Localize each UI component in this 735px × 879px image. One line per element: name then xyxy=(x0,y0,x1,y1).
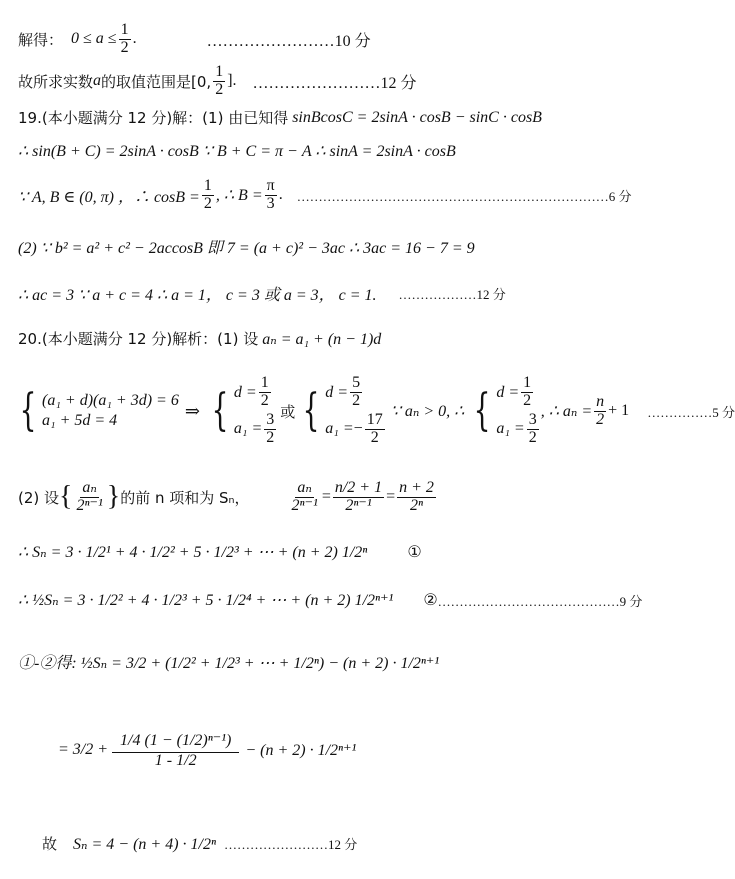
fraction: $\frac{n}{2}$ xyxy=(596,392,605,428)
text: 解得： xyxy=(18,30,64,49)
system-equations xyxy=(42,392,179,430)
equation: (a₁ + d)(a₁ + 3d) = 6 xyxy=(42,392,179,409)
math: ①-②得: ½Sₙ = 3/2 + (1/2² + 1/2³ + ⋯ + 1/2ⁿ) − (n + 2) · 1/2ⁿ⁺¹ xyxy=(18,655,440,672)
q19-heading xyxy=(18,107,542,128)
score-dots: ………………12 分 xyxy=(398,287,506,302)
score-dots: ……………………………………9 分 xyxy=(437,593,643,609)
fraction: $\frac{n/2 + 1}{\text{2ⁿ⁻¹}}$ xyxy=(334,479,383,514)
math: Sₙ = 4 − (n + 4) · 1/2ⁿ xyxy=(73,835,217,853)
line-range-result xyxy=(18,64,417,99)
score-dots: ……………………10 分 xyxy=(206,32,371,50)
math: + 1 xyxy=(608,402,630,419)
marker: ② xyxy=(423,592,438,609)
math: ∴ Sₙ = 3 · 1/2¹ + 4 · 1/2² + 5 · 1/2³ + ⋯ + (n + 2) 1/2ⁿ xyxy=(18,544,368,561)
q20-system xyxy=(14,368,735,454)
equation: a₁ + 5d = 4 xyxy=(42,412,118,429)
q19-line5 xyxy=(18,282,506,305)
fraction: $\frac{\text{aₙ}}{\text{2ⁿ⁻¹}}$ xyxy=(76,479,103,514)
math: , ∴ B = xyxy=(215,187,263,205)
score-dots: ………………………………………………………………6 分 xyxy=(296,188,632,204)
text: ]. xyxy=(227,72,237,90)
text: = xyxy=(321,488,331,506)
math: − (n + 2) · 1/2ⁿ⁺¹ xyxy=(245,742,357,759)
brace: { xyxy=(59,481,73,513)
text: = xyxy=(386,488,396,506)
text: 的前 n 项和为 Sₙ， xyxy=(120,488,250,507)
big-fraction: $\frac{\text{1/4 (1 − (1/2)ⁿ⁻¹)}}{1 - 1/2}$ xyxy=(112,731,239,770)
fraction: $\frac{\text{aₙ}}{\text{2ⁿ⁻¹}}$ xyxy=(291,479,318,514)
math: ∴ sin(B + C) = 2sinA · cosB ∵ B + C = π − A ∴ sinA = 2sinA · cosB xyxy=(18,143,456,160)
brace: { xyxy=(211,385,229,436)
fraction: $\frac{\pi}{3}$ xyxy=(266,177,275,212)
brace: { xyxy=(473,385,491,436)
math: d = xyxy=(233,383,257,401)
fraction: $\frac{1}{2}$ xyxy=(203,177,212,212)
math: d = xyxy=(325,383,349,401)
math: ∴ ½Sₙ = 3 · 1/2² + 4 · 1/2³ + 5 · 1/2⁴ + ⋯ + (n + 2) 1/2ⁿ⁺¹ xyxy=(18,592,394,609)
fraction: $\frac{1}{2}$ xyxy=(215,63,224,98)
line-solution-a-range xyxy=(18,22,371,57)
fraction: $\frac{1}{2}$ xyxy=(120,21,129,56)
final-answer xyxy=(42,833,357,854)
math: a₁ = xyxy=(325,420,354,438)
arrow: ⇒ xyxy=(184,400,200,421)
math: a xyxy=(93,72,102,90)
fraction: $\frac{n + 2}{\text{2ⁿ}}$ xyxy=(399,479,434,514)
math: ∵ aₙ > 0, ∴ xyxy=(390,403,465,420)
math: ∵ A, B ∈ (0, π) ，∴ cosB = xyxy=(18,188,200,206)
math: sinBcosC = 2sinA · cosB − sinC · cosB xyxy=(292,108,542,126)
brace: } xyxy=(106,481,121,513)
sum-line-2 xyxy=(18,590,642,610)
math: d = xyxy=(496,383,520,401)
text: . xyxy=(132,30,137,48)
solution-1: d = $\frac{1}{2}$ a₁ = $\frac{3}{2}$ xyxy=(233,374,275,446)
math: , ∴ aₙ = xyxy=(540,403,593,420)
sum-line-1 xyxy=(18,542,422,562)
q20-part2 xyxy=(18,480,438,515)
text: . xyxy=(278,186,283,204)
brace: { xyxy=(19,385,37,436)
math: a₁ = xyxy=(233,420,263,438)
math: (2) ∵ b² = a² + c² − 2accosB 即 7 = (a + c)² − 3ac ∴ 3ac = 16 − 7 = 9 xyxy=(18,240,475,257)
score-dots: ……………5 分 xyxy=(647,404,735,420)
text: (2) 设 xyxy=(18,488,60,507)
brace: { xyxy=(302,385,320,436)
q19-line3 xyxy=(18,178,631,213)
sum-line-3 xyxy=(18,650,439,673)
math: ∴ ac = 3 ∵ a + c = 4 ∴ a = 1， c = 3 或 a = 3， c = 1. xyxy=(18,287,377,304)
math: aₙ = a₁ + (n − 1)d xyxy=(262,330,382,348)
q19-line4 xyxy=(18,235,475,258)
score-dots: ……………………12 分 xyxy=(224,837,358,852)
solution-final: d = $\frac{1}{2}$ a₁ = $\frac{3}{2}$ xyxy=(496,374,537,446)
text: 故 xyxy=(42,835,58,853)
math: = 3/2 + xyxy=(58,741,109,758)
solution-2: d = $\frac{5}{2}$ a₁ = − $\frac{17}{2}$ xyxy=(325,374,383,446)
math: 0 ≤ a ≤ xyxy=(71,30,117,48)
text: 20.(本小题满分 12 分)解析：(1) 设 xyxy=(18,330,259,348)
text: 或 xyxy=(280,402,296,421)
text: 19.(本小题满分 12 分)解：(1) 由已知得 xyxy=(18,109,289,127)
q19-line2 xyxy=(18,141,456,161)
text: 的取值范围是[0, xyxy=(101,72,212,91)
score-dots: ……………………12 分 xyxy=(252,74,417,92)
sum-line-4 xyxy=(58,705,356,795)
text: 故所求实数 xyxy=(18,72,94,91)
marker: ① xyxy=(407,544,422,561)
math: a₁ = xyxy=(496,420,525,438)
q20-heading xyxy=(18,328,381,349)
